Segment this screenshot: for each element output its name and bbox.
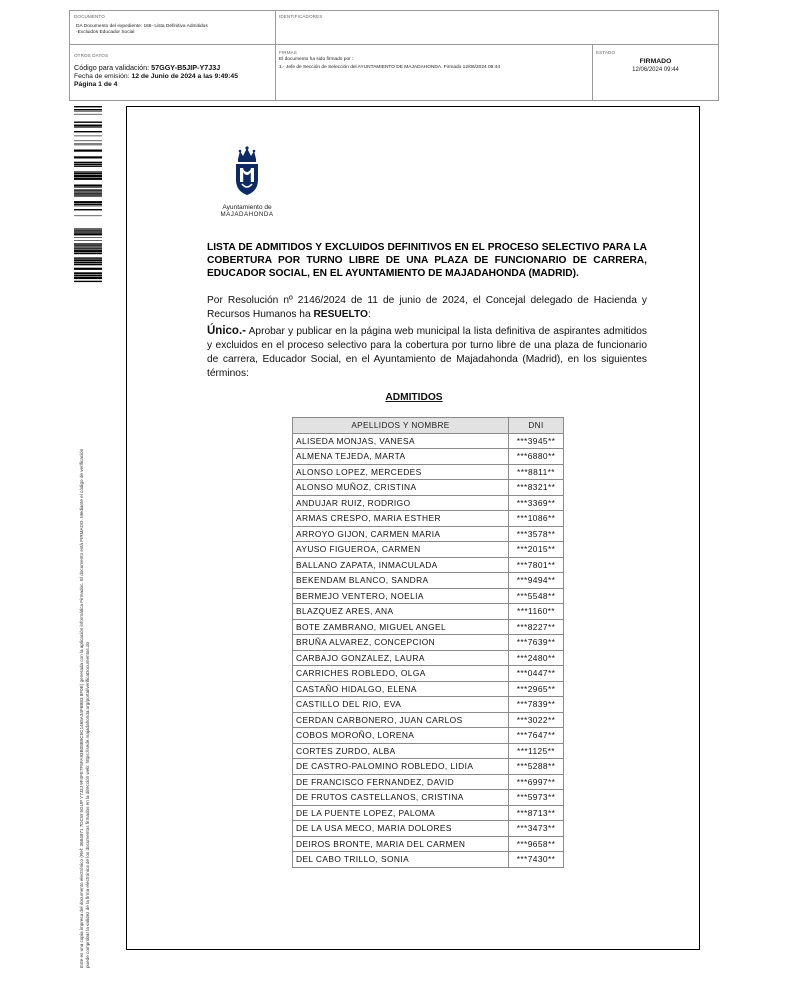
estado-date: 12/06/2024 09:44 (632, 67, 679, 73)
applicant-name: CASTILLO DEL RIO, EVA (293, 697, 509, 713)
table-row (293, 588, 564, 604)
header-box-identificadores (275, 10, 719, 45)
table-row (293, 790, 564, 806)
documento-label: DOCUMENTO (74, 14, 105, 19)
table-row (293, 821, 564, 837)
applicant-dni: ***8227** (509, 619, 564, 635)
codigo-validacion: Código para validación: 57GGY-B5JIP-Y7J3J (74, 63, 221, 72)
applicant-dni: ***7839** (509, 697, 564, 713)
applicant-dni: ***3022** (509, 712, 564, 728)
applicant-dni: ***7647** (509, 728, 564, 744)
table-row (293, 774, 564, 790)
applicant-dni: ***7639** (509, 635, 564, 651)
table-row (293, 464, 564, 480)
applicant-dni: ***5973** (509, 790, 564, 806)
documento-value-line1: DA Documento del expediente: 166- Lista Definitiva Admitidos (76, 24, 208, 29)
table-row (293, 759, 564, 775)
table-row (293, 495, 564, 511)
pagina-indicator: Página 1 de 4 (74, 81, 118, 88)
document-title: LISTA DE ADMITIDOS Y EXCLUIDOS DEFINITIVOS EN EL PROCESO SELECTIVO PARA LA COBERTURA POR TURNO LIBRE DE UNA PLAZA DE FUNCIONARIO DE CARRERA, EDUCADOR SOCIAL, EN EL AYUNTAMIENTO DE MAJADAHONDA (MADRID). (207, 242, 647, 279)
applicant-name: DEL CABO TRILLO, SONIA (293, 852, 509, 868)
applicant-dni: ***6880** (509, 449, 564, 465)
applicant-name: BALLANO ZAPATA, INMACULADA (293, 557, 509, 573)
table-row (293, 743, 564, 759)
column-header-name: APELLIDOS Y NOMBRE (293, 418, 509, 434)
applicant-dni: ***2965** (509, 681, 564, 697)
table-row (293, 526, 564, 542)
applicant-name: BLAZQUEZ ARES, ANA (293, 604, 509, 620)
applicant-dni: ***3473** (509, 821, 564, 837)
admitidos-heading: ADMITIDOS (385, 392, 443, 403)
applicant-name: COBOS MOROÑO, LORENA (293, 728, 509, 744)
applicant-name: ALMENA TEJEDA, MARTA (293, 449, 509, 465)
unico-paragraph: Único.- Aprobar y publicar en la página web municipal la lista definitiva de aspirantes admitidos y excluidos en el proceso selectivo para la cobertura por turno libre de una plaza de funcionario de carrera, Educador Social, en el Ayuntamiento de Majadahonda (Madrid), en los siguientes términos: (207, 325, 647, 379)
table-row (293, 433, 564, 449)
side-text-line1: Este es una copia impresa del documento electrónico (Ref: 3684971 7DCW 5GUP Y7J3J 9F4FE7F5FA93B08B9C5C1465A34F6B83 8F0E) generada con la aplicación informática Firmadoc. El documento está FIRMADO. Mediante el código de verificación (79, 448, 84, 968)
table-row (293, 681, 564, 697)
applicant-dni: ***1125** (509, 743, 564, 759)
applicant-name: ANDUJAR RUIZ, RODRIGO (293, 495, 509, 511)
logo (205, 145, 289, 218)
firmas-line2: 1.- Jefe de Sección de Selección del AYUNTAMIENTO DE MAJADAHONDA. Firmado 12/06/2024 09:44 (279, 65, 501, 70)
side-verification-text (79, 278, 91, 968)
logo-text-line1: Ayuntamiento de (222, 204, 272, 211)
applicant-dni: ***1086** (509, 511, 564, 527)
applicant-name: ALISEDA MONJAS, VANESA (293, 433, 509, 449)
applicant-name: ARMAS CRESPO, MARIA ESTHER (293, 511, 509, 527)
applicant-dni: ***9658** (509, 836, 564, 852)
table-row (293, 697, 564, 713)
applicant-dni: ***2480** (509, 650, 564, 666)
admitidos-table (292, 417, 564, 868)
estado-value: FIRMADO (639, 58, 672, 65)
applicant-dni: ***9494** (509, 573, 564, 589)
header-box-otros-datos (69, 44, 276, 101)
otros-datos-label: OTROS DATOS (74, 53, 109, 58)
document-page (126, 106, 700, 950)
table-header-row (293, 418, 564, 434)
resolution-paragraph: Por Resolución nº 2146/2024 de 11 de junio de 2024, el Concejal delegado de Hacienda y Recursos Humanos ha RESUELTO: (207, 295, 647, 320)
unico-label: Único.- (207, 325, 246, 337)
table-row (293, 542, 564, 558)
header-box-estado (592, 44, 719, 101)
applicant-name: CARRICHES ROBLEDO, OLGA (293, 666, 509, 682)
table-row (293, 805, 564, 821)
applicant-dni: ***8811** (509, 464, 564, 480)
applicant-dni: ***1160** (509, 604, 564, 620)
logo-text-line2: MAJADAHONDA (220, 211, 274, 218)
applicant-dni: ***3945** (509, 433, 564, 449)
applicant-name: ALONSO LOPEZ, MERCEDES (293, 464, 509, 480)
table-row (293, 449, 564, 465)
table-row (293, 712, 564, 728)
majadahonda-crest-icon (230, 145, 264, 197)
applicant-dni: ***0447** (509, 666, 564, 682)
fecha-emision: Fecha de emisión: 12 de Junio de 2024 a las 9:49:45 (74, 73, 238, 80)
barcode (74, 106, 102, 286)
applicant-name: BERMEJO VENTERO, NOELIA (293, 588, 509, 604)
side-text-line2: puede comprobar la validez de la firma electrónica de los documentos firmados en la dirección web: https://sede.majadahonda.org/portal/verificaDocumentos.do (85, 641, 90, 968)
table-row (293, 650, 564, 666)
table-row (293, 480, 564, 496)
applicant-dni: ***7801** (509, 557, 564, 573)
applicant-name: DE CASTRO-PALOMINO ROBLEDO, LIDIA (293, 759, 509, 775)
applicant-name: ARROYO GIJON, CARMEN MARIA (293, 526, 509, 542)
table-row (293, 557, 564, 573)
table-row (293, 666, 564, 682)
applicant-dni: ***2015** (509, 542, 564, 558)
applicant-name: DE FRANCISCO FERNANDEZ, DAVID (293, 774, 509, 790)
applicant-name: DEIROS BRONTE, MARIA DEL CARMEN (293, 836, 509, 852)
table-row (293, 852, 564, 868)
applicant-name: AYUSO FIGUEROA, CARMEN (293, 542, 509, 558)
identificadores-label: IDENTIFICADORES (279, 14, 323, 19)
estado-label: ESTADO (596, 50, 616, 55)
applicant-name: CARBAJO GONZALEZ, LAURA (293, 650, 509, 666)
applicant-name: CERDAN CARBONERO, JUAN CARLOS (293, 712, 509, 728)
table-row (293, 836, 564, 852)
applicant-name: BRUÑA ALVAREZ, CONCEPCION (293, 635, 509, 651)
table-row (293, 728, 564, 744)
applicant-name: CASTAÑO HIDALGO, ELENA (293, 681, 509, 697)
resuelto-text: RESUELTO (313, 309, 368, 320)
applicant-dni: ***6997** (509, 774, 564, 790)
header-box-firmas (275, 44, 593, 101)
table-row (293, 511, 564, 527)
applicant-name: BOTE ZAMBRANO, MIGUEL ANGEL (293, 619, 509, 635)
documento-value-line2: -Excluidos Educador Social (76, 30, 135, 35)
table-body (293, 433, 564, 867)
table-row (293, 635, 564, 651)
firmas-label: FIRMAS (279, 50, 297, 55)
applicant-name: BEKENDAM BLANCO, SANDRA (293, 573, 509, 589)
table-row (293, 604, 564, 620)
applicant-dni: ***5548** (509, 588, 564, 604)
firmas-line1: El documento ha sido firmado por : (279, 57, 354, 62)
table-row (293, 619, 564, 635)
applicant-name: DE LA PUENTE LOPEZ, PALOMA (293, 805, 509, 821)
applicant-name: ALONSO MUÑOZ, CRISTINA (293, 480, 509, 496)
column-header-dni: DNI (509, 418, 564, 434)
applicant-dni: ***5288** (509, 759, 564, 775)
applicant-name: CORTES ZURDO, ALBA (293, 743, 509, 759)
header-box-documento (69, 10, 276, 45)
applicant-dni: ***8321** (509, 480, 564, 496)
applicant-name: DE LA USA MECO, MARIA DOLORES (293, 821, 509, 837)
applicant-dni: ***7430** (509, 852, 564, 868)
applicant-name: DE FRUTOS CASTELLANOS, CRISTINA (293, 790, 509, 806)
applicant-dni: ***3369** (509, 495, 564, 511)
applicant-dni: ***8713** (509, 805, 564, 821)
table-row (293, 573, 564, 589)
applicant-dni: ***3578** (509, 526, 564, 542)
